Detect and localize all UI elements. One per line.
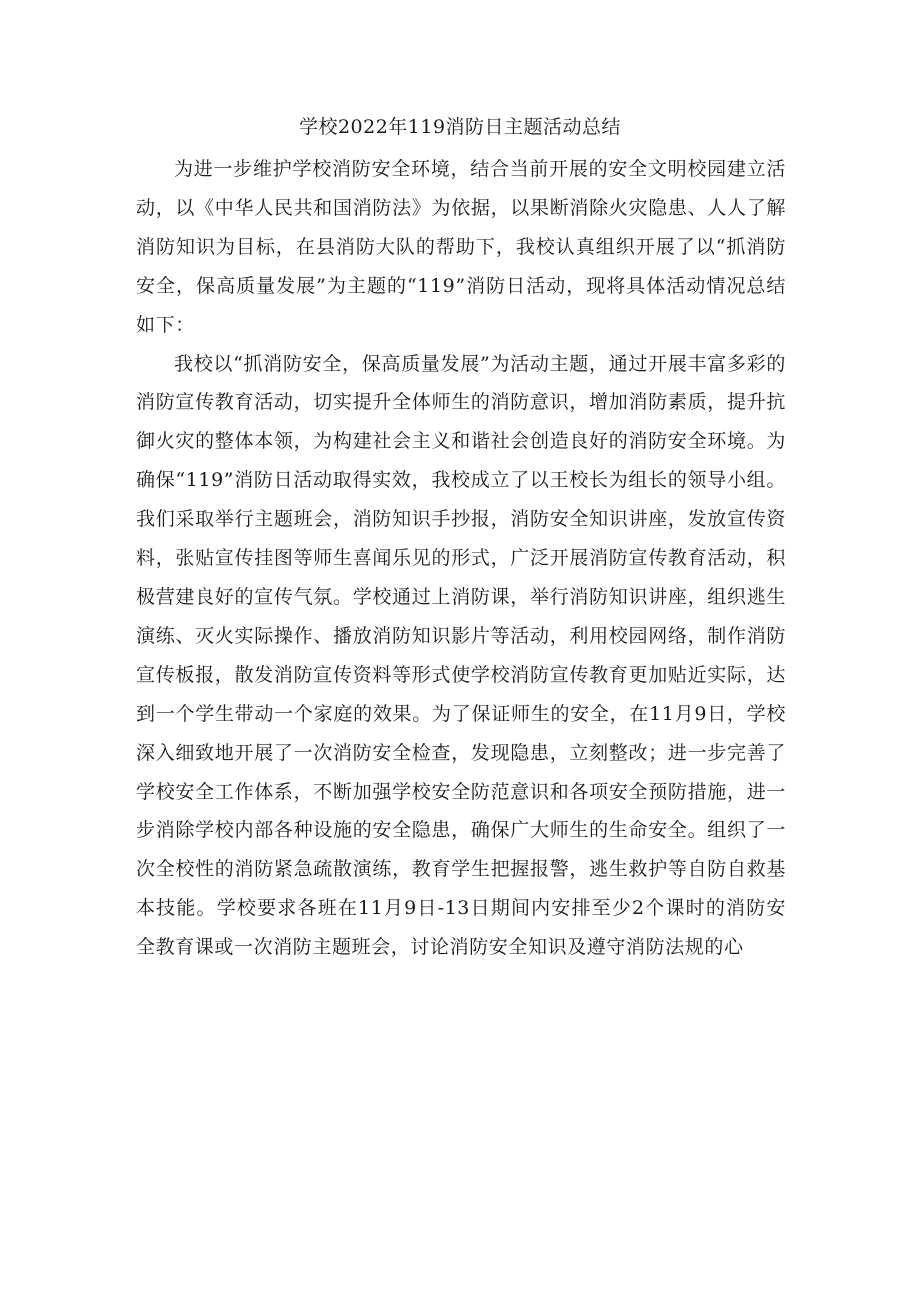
document-body <box>136 150 786 967</box>
document-title: 学校2022年119消防日主题活动总结 <box>298 116 622 138</box>
paragraph-activities: 我校以“抓消防安全，保高质量发展”为活动主题，通过开展丰富多彩的消防宣传教育活动，切实提升全体师生的消防意识，增加消防素质，提升抗御火灾的整体本领，为构建社会主义和谐社会创造良好的消防安全环境。为确保“119”消防日活动取得实效，我校成立了以王校长为组长的领导小组。我们采取举行主题班会，消防知识手抄报，消防安全知识讲座，发放宣传资料，张贴宣传挂图等师生喜闻乐见的形式，广泛开展消防宣传教育活动，积极营建良好的宣传气氛。学校通过上消防课，举行消防知识讲座，组织逃生演练、灭火实际操作、播放消防知识影片等活动，利用校园网络，制作消防宣传板报，散发消防宣传资料等形式使学校消防宣传教育更加贴近实际，达到一个学生带动一个家庭的效果。为了保证师生的安全，在11月9日，学校深入细致地开展了一次消防安全检查，发现隐患，立刻整改；进一步完善了学校安全工作体系，不断加强学校安全防范意识和各项安全预防措施，进一步消除学校内部各种设施的安全隐患，确保广大师生的生命安全。组织了一次全校性的消防紧急疏散演练，教育学生把握报警，逃生救护等自防自救基本技能。学校要求各班在11月9日-13日期间内安排至少2个课时的消防安全教育课或一次消防主题班会，讨论消防安全知识及遵守消防法规的心 <box>136 352 786 959</box>
paragraph-intro: 为进一步维护学校消防安全环境，结合当前开展的安全文明校园建立活动，以《中华人民共和国消防法》为依据，以果断消除火灾隐患、人人了解消防知识为目标，在县消防大队的帮助下，我校认真组织开展了以“抓消防安全，保高质量发展”为主题的“119”消防日活动，现将具体活动情况总结如下： <box>136 158 786 336</box>
